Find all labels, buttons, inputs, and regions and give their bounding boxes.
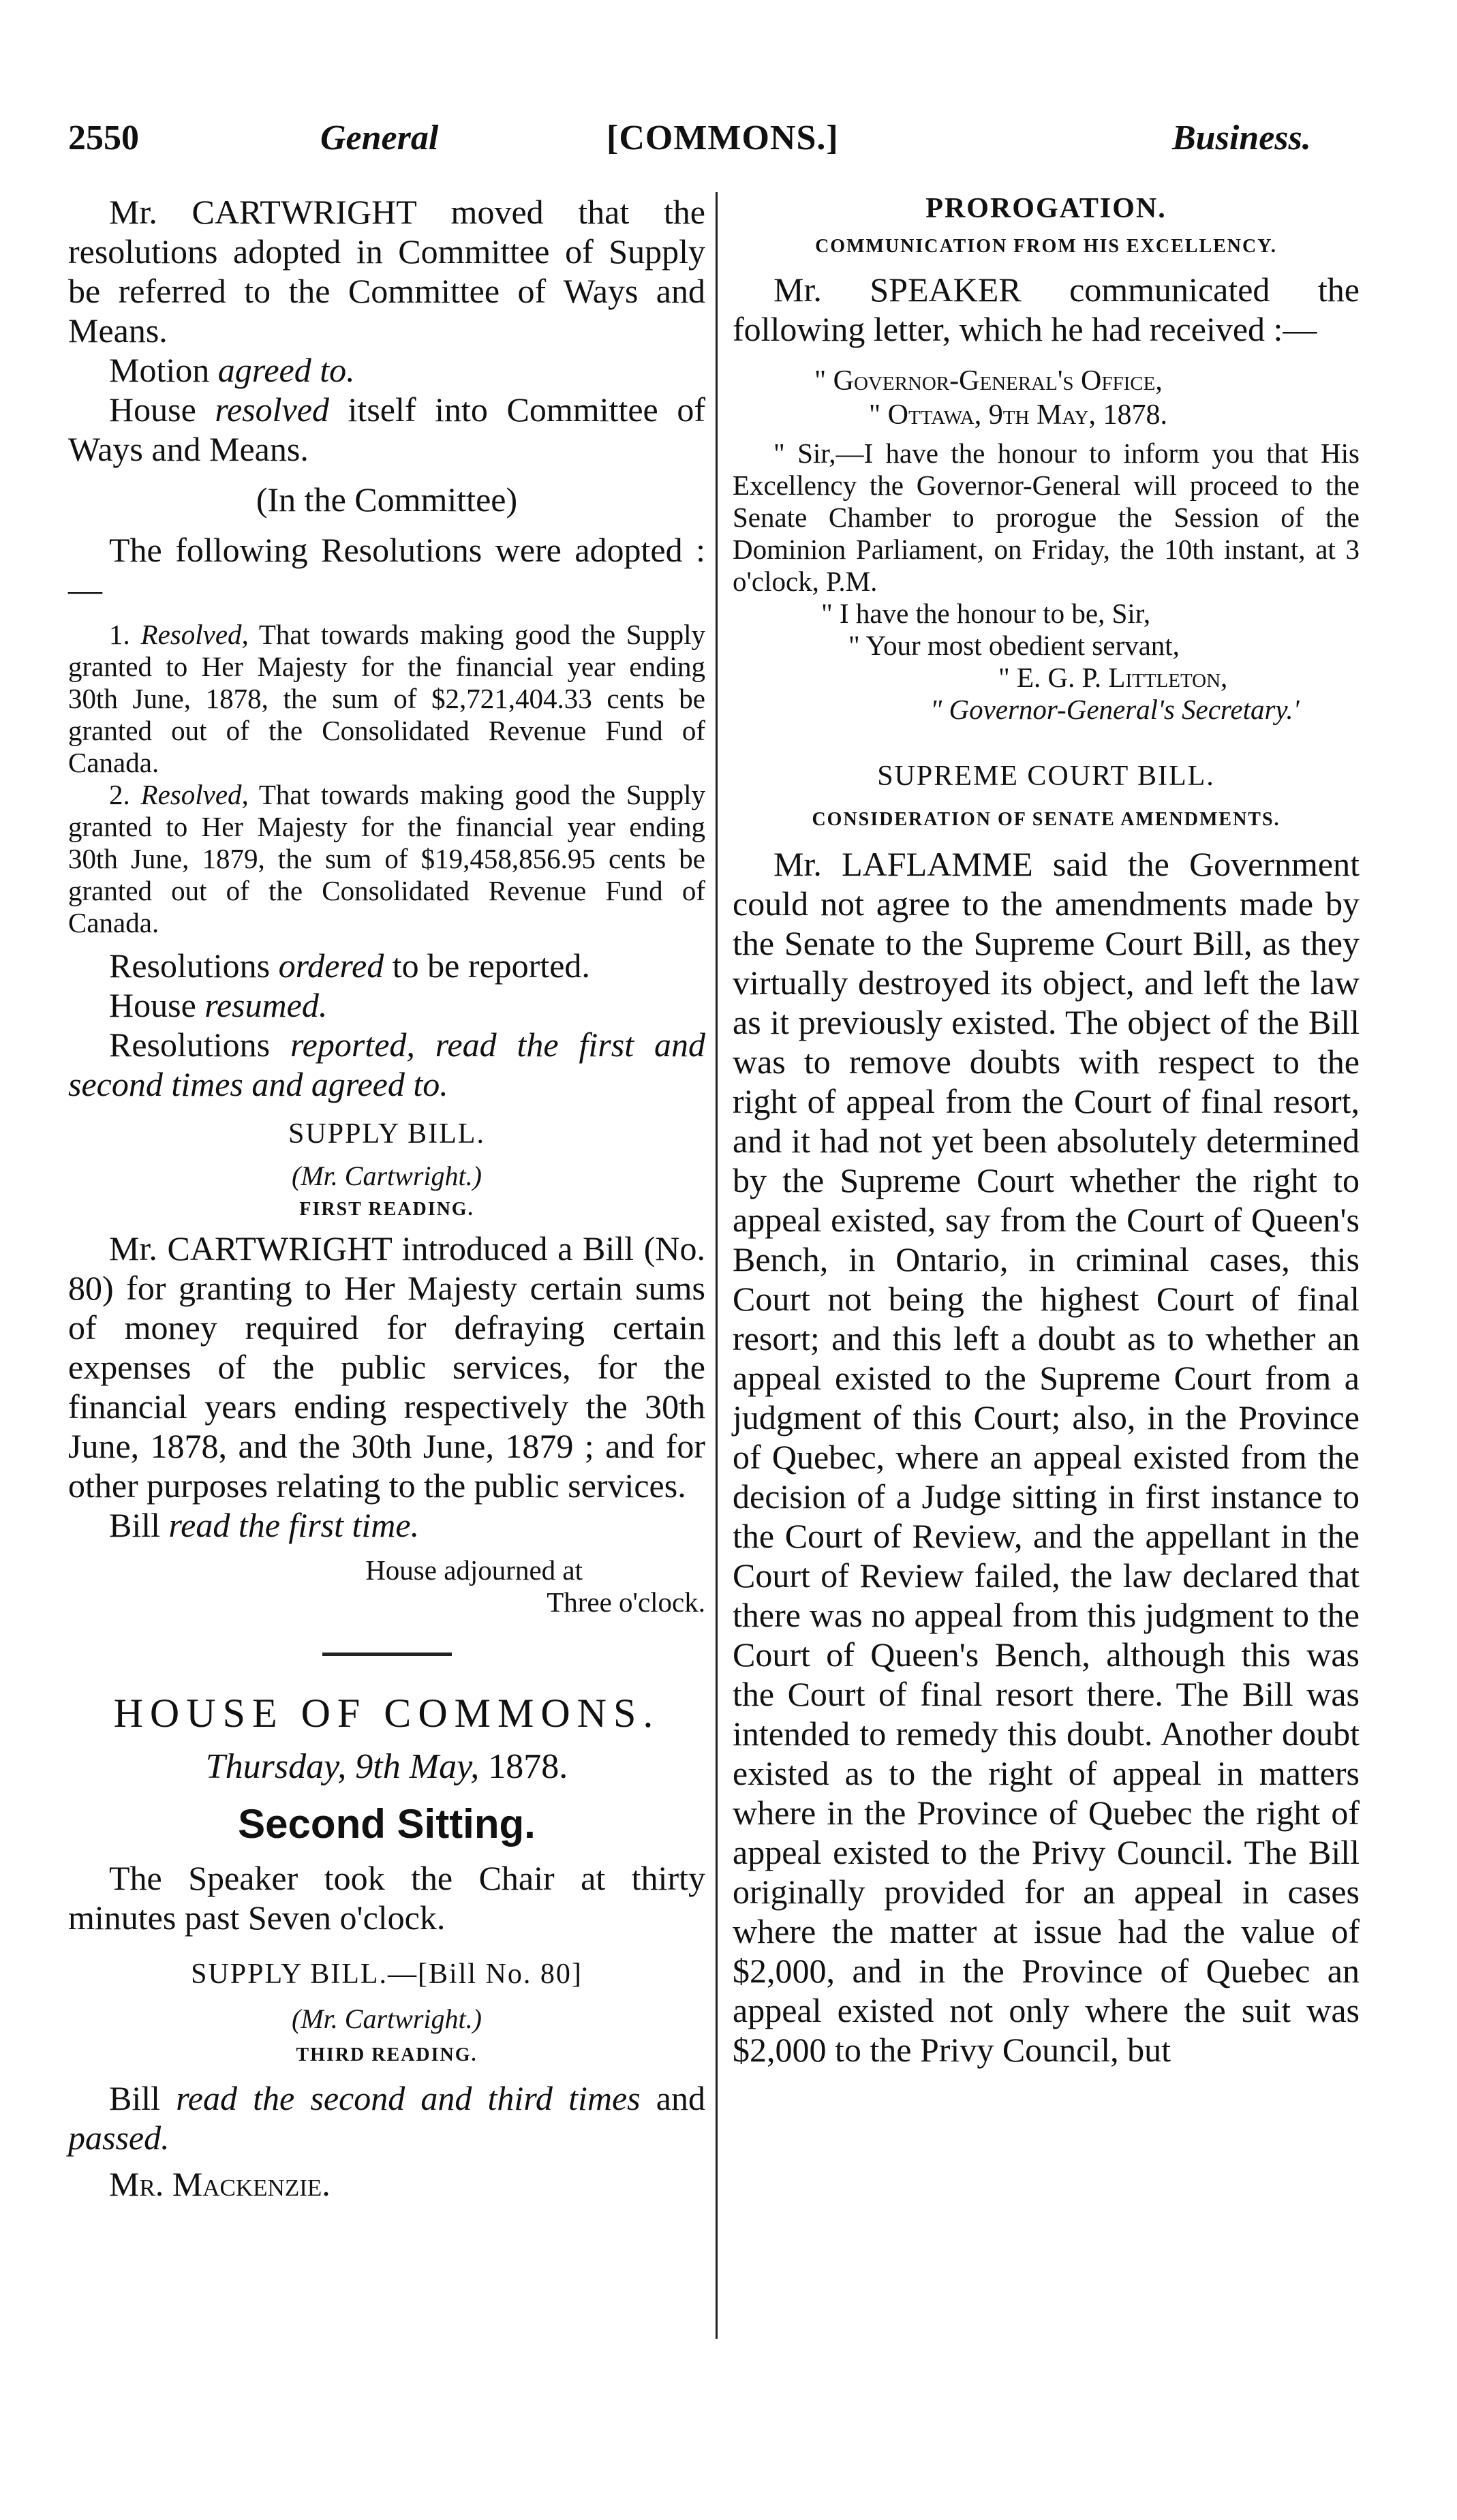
supply-bill-heading: SUPPLY BILL.	[288, 1118, 485, 1150]
house-resolved: House resolved itself into Committee of Ways and Means.	[68, 390, 705, 468]
cartwright-motion: Mr. CARTWRIGHT moved that the resolutions adopted in Committee of Supply be referred to the Committee of Ways and Means.	[68, 193, 705, 350]
letter-date: " Ottawa, 9th May, 1878.	[869, 399, 1168, 431]
supreme-court-heading: SUPREME COURT BILL.	[877, 760, 1215, 792]
motion-agreed: Motion agreed to.	[109, 351, 355, 389]
speaker-took-chair: The Speaker took the Chair at thirty minutes past Seven o'clock.	[68, 1859, 705, 1937]
cartwright-attribution-2: (Mr. Cartwright.)	[292, 2003, 482, 2034]
first-reading-heading: FIRST READING.	[299, 1199, 474, 1220]
letter-close-2: " Your most obedient servant,	[848, 630, 1180, 661]
supply-bill-80-heading: SUPPLY BILL.—[Bill No. 80]	[191, 1958, 583, 1990]
right-column	[733, 192, 1360, 2070]
laflamme-speech: Mr. LAFLAMME said the Government could not agree to the amendments made by the Senate to the Supreme Court Bill, as they virtually destroyed its object, and left the law as it previously existed. The object of the Bill was to remove doubts with respect to the right of appeal from the Court of final resort, and it had not yet been absolutely determined by the Supreme Court whether the right to appeal existed, say from the Court of Queen's Bench, in Ontario, in criminal cases, this Court not being the highest Court of final resort; and this left a doubt as to whether an appeal existed to the Supreme Court from a judgment of this Court; also, in the Province of Quebec, where an appeal existed from the decision of a Judge sitting in first instance to the Court of Review, and the appellant in the Court of Review failed, the law declared that there was no appeal from this judgment to the Court of Queen's Bench, although this was the Court of final resort there. The Bill was intended to remedy this doubt. Another doubt existed as to the right of appeal in matters where in the Province of Quebec the right of appeal existed to the Privy Council. The Bill originally provided for an appeal in cases where the matter at issue had the value of $2,000, and in the Province of Quebec an appeal existed not only where the suit was $2,000 to the Privy Council, but	[733, 845, 1360, 2069]
cartwright-attribution: (Mr. Cartwright.)	[292, 1161, 482, 1191]
letter-office: " Governor-General's Office,	[814, 365, 1163, 397]
left-column	[68, 192, 705, 2204]
resolutions-adopted: The following Resolutions were adopted :—	[68, 531, 705, 609]
letter-signature: " E. G. P. Littleton,	[998, 662, 1228, 693]
bill-passed: Bill read the second and third times and passed.	[68, 2079, 705, 2157]
second-sitting-heading: Second Sitting.	[238, 1801, 536, 1847]
sitting-date: Thursday, 9th May, 1878.	[205, 1747, 568, 1786]
house-resumed: House resumed.	[109, 986, 328, 1024]
letter-close-1: " I have the honour to be, Sir,	[821, 598, 1151, 629]
running-head-left: General	[320, 119, 439, 157]
running-head-right: Business.	[1172, 119, 1311, 157]
communication-heading: COMMUNICATION FROM HIS EXCELLENCY.	[815, 236, 1277, 257]
letter-body: " Sir,—I have the honour to inform you that His Excellency the Governor-General will proceed to the Senate Chamber to prorogue the Session of the Dominion Parliament, on Friday, the 10th instant, at 3 o'clock, P.M.	[733, 437, 1360, 597]
letter-signature-title: " Governor-General's Secretary.'	[930, 694, 1300, 725]
prorogation-heading: PROROGATION.	[925, 193, 1167, 224]
resolution-1: 1. Resolved, That towards making good the Supply granted to Her Majesty for the financial year ending 30th June, 1878, the sum of $2,721,404.33 cents be granted out of the Consolidated Revenue Fund of Canada.	[68, 619, 705, 778]
section-rule	[322, 1653, 452, 1656]
running-head-center: [COMMONS.]	[607, 119, 839, 157]
adjourned-line-2: Three o'clock.	[547, 1586, 705, 1618]
page-header	[0, 114, 1457, 176]
column-divider	[716, 192, 718, 2339]
resolution-2: 2. Resolved, That towards making good the Supply granted to Her Majesty for the financial year ending 30th June, 1879, the sum of $19,458,856.95 cents be granted out of the Consolidated Revenue Fund of Canada.	[68, 779, 705, 938]
speaker-communicated: Mr. SPEAKER communicated the following letter, which he had received :—	[733, 271, 1360, 348]
resolutions-reported: Resolutions reported, read the first and second times and agreed to.	[68, 1026, 705, 1103]
third-reading-heading: THIRD READING.	[296, 2044, 478, 2065]
house-of-commons-heading: HOUSE OF COMMONS.	[113, 1691, 660, 1736]
page-number: 2550	[68, 119, 139, 157]
bill-first-time: Bill read the first time.	[109, 1506, 420, 1544]
cartwright-bill-intro: Mr. CARTWRIGHT introduced a Bill (No. 80) for granting to Her Majesty certain sums of money required for defraying certain expenses of the public services, for the financial years ending respectively the 30th June, 1878, and the 30th June, 1879 ; and for other purposes relating to the public services.	[68, 1229, 705, 1505]
adjourned-line-1: House adjourned at	[365, 1554, 583, 1586]
in-committee: (In the Committee)	[256, 480, 518, 519]
resolutions-ordered: Resolutions ordered to be reported.	[109, 947, 590, 985]
consideration-heading: CONSIDERATION OF SENATE AMENDMENTS.	[812, 809, 1280, 830]
mackenzie-speaker: Mr. Mackenzie.	[109, 2165, 331, 2203]
